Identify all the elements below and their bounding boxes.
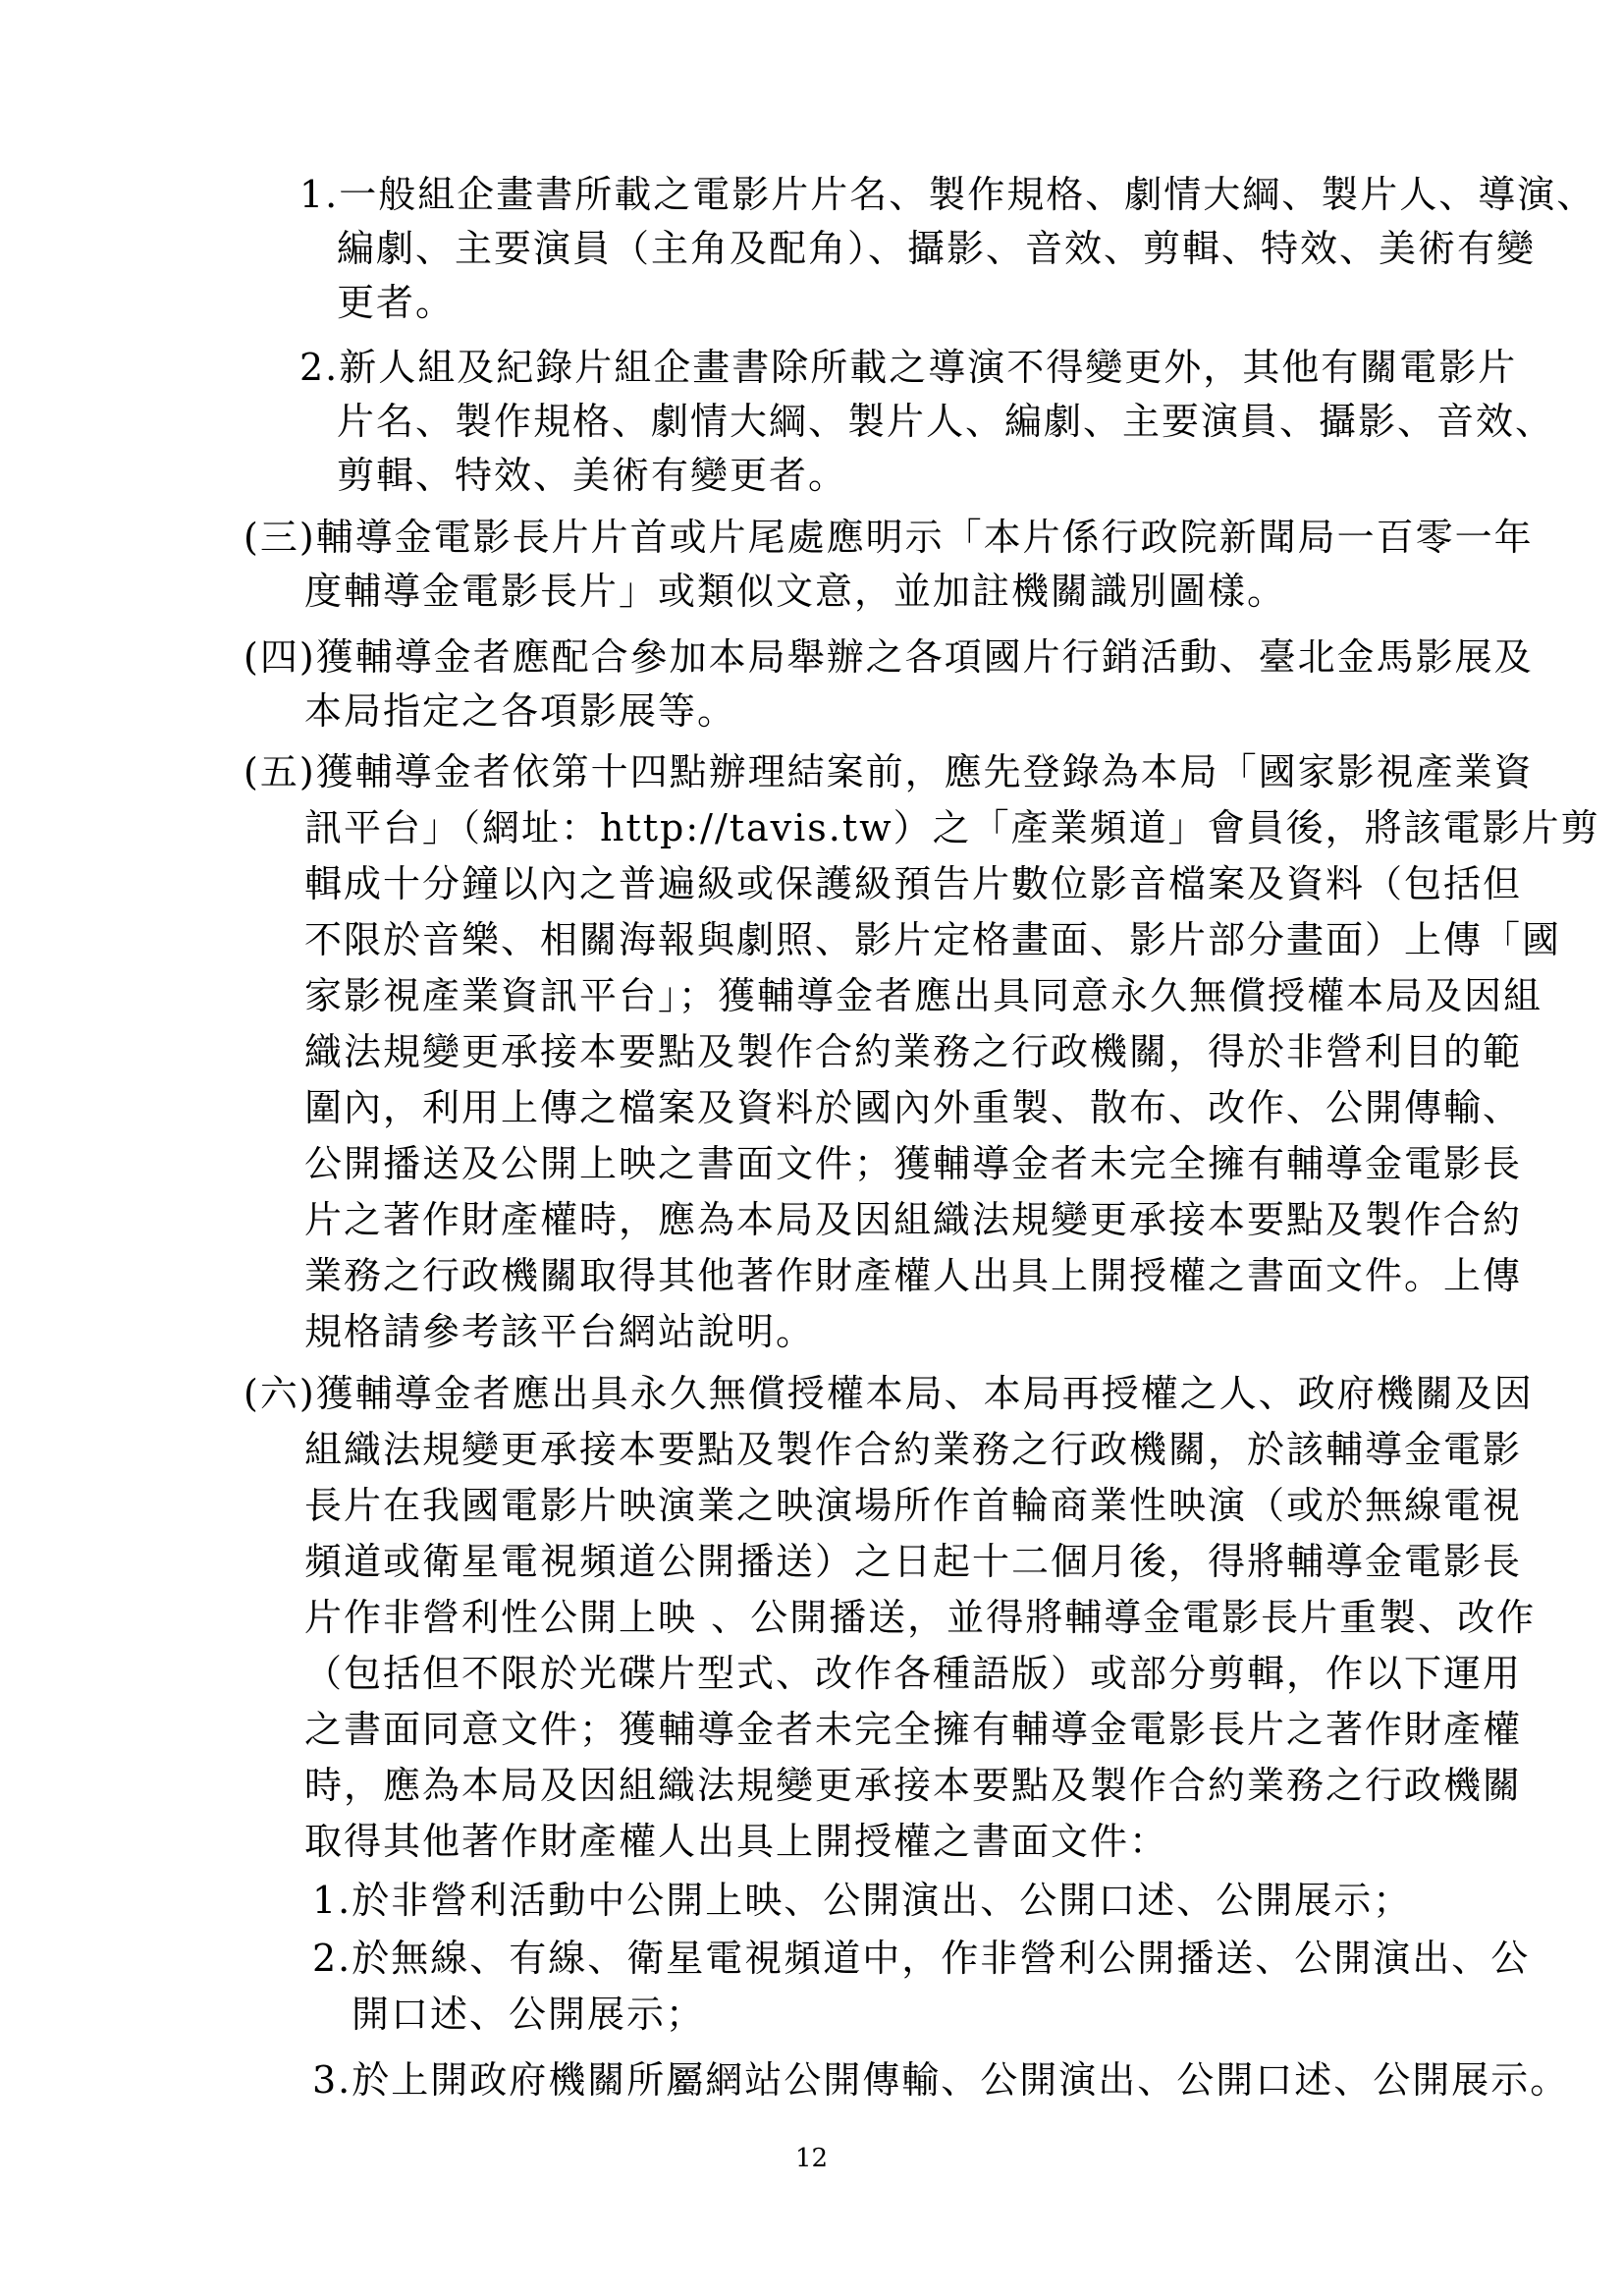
text-line: 家影視產業資訊平台」；獲輔導金者應出具同意永久無償授權本局及因組: [304, 974, 1543, 1017]
text-line: 輯成十分鐘以內之普遍級或保護級預告片數位影音檔案及資料（包括但: [304, 862, 1523, 905]
text-line: 片名、製作規格、劇情大綱、製片人、編劇、主要演員、攝影、音效、: [337, 400, 1555, 443]
text-line: 規格請參考該平台網站說明。: [304, 1310, 816, 1353]
text-line: 之書面同意文件；獲輔導金者未完全擁有輔導金電影長片之著作財產權: [304, 1708, 1523, 1751]
text-line: 2.於無線、有線、衛星電視頻道中，作非營利公開播送、公開演出、公: [312, 1937, 1531, 1980]
text-line: 1.一般組企畫書所載之電影片片名、製作規格、劇情大綱、製片人、導演、: [299, 173, 1596, 216]
text-line: 片之著作財產權時，應為本局及因組織法規變更承接本要點及製作合約: [304, 1198, 1523, 1241]
text-line: 2.新人組及紀錄片組企畫書除所載之導演不得變更外，其他有關電影片: [299, 346, 1518, 389]
text-line: 編劇、主要演員（主角及配角）、攝影、音效、剪輯、特效、美術有變: [337, 227, 1537, 270]
text-line: 公開播送及公開上映之書面文件；獲輔導金者未完全擁有輔導金電影長: [304, 1142, 1523, 1185]
text-line: (三)輔導金電影長片片首或片尾處應明示「本片係行政院新聞局一百零一年: [243, 516, 1534, 559]
text-line: 開口述、公開展示；: [352, 1993, 706, 2036]
text-line: 時，應為本局及因組織法規變更承接本要點及製作合約業務之行政機關: [304, 1764, 1523, 1807]
text-line: (四)獲輔導金者應配合參加本局舉辦之各項國片行銷活動、臺北金馬影展及: [243, 635, 1534, 679]
text-line: 1.於非營利活動中公開上映、公開演出、公開口述、公開展示；: [312, 1879, 1413, 1922]
text-line: 訊平台」（網址：http://tavis.tw）之「產業頻道」會員後，將該電影片剪: [304, 806, 1600, 849]
text-line: 不限於音樂、相關海報與劇照、影片定格畫面、影片部分畫面）上傳「國: [304, 918, 1562, 961]
text-line: 頻道或衛星電視頻道公開播送）之日起十二個月後，得將輔導金電影長: [304, 1540, 1523, 1583]
text-line: (六)獲輔導金者應出具永久無償授權本局、本局再授權之人、政府機關及因: [243, 1372, 1534, 1415]
text-line: 片作非營利性公開上映 、公開播送，並得將輔導金電影長片重製、改作: [304, 1596, 1537, 1639]
text-line: 3.於上開政府機關所屬網站公開傳輸、公開演出、公開口述、公開展示。: [312, 2058, 1570, 2102]
text-line: 取得其他著作財產權人出具上開授權之書面文件：: [304, 1820, 1169, 1863]
text-line: 業務之行政機關取得其他著作財產權人出具上開授權之書面文件。上傳: [304, 1254, 1523, 1297]
page-number: 12: [794, 2144, 829, 2173]
text-line: 長片在我國電影片映演業之映演場所作首輪商業性映演（或於無線電視: [304, 1484, 1523, 1527]
text-line: 本局指定之各項影展等。: [304, 689, 737, 733]
text-line: 剪輯、特效、美術有變更者。: [337, 454, 848, 497]
text-line: 更者。: [337, 281, 456, 324]
text-line: 組織法規變更承接本要點及製作合約業務之行政機關，於該輔導金電影: [304, 1428, 1523, 1471]
text-line: （包括但不限於光碟片型式、改作各種語版）或部分剪輯，作以下運用: [304, 1652, 1523, 1695]
text-line: 度輔導金電影長片」或類似文意，並加註機關識別圖樣。: [304, 570, 1287, 613]
text-line: 圍內，利用上傳之檔案及資料於國內外重製、散布、改作、公開傳輸、: [304, 1086, 1523, 1129]
text-line: (五)獲輔導金者依第十四點辦理結案前，應先登錄為本局「國家影視產業資: [243, 750, 1534, 793]
text-line: 織法規變更承接本要點及製作合約業務之行政機關，得於非營利目的範: [304, 1030, 1523, 1073]
